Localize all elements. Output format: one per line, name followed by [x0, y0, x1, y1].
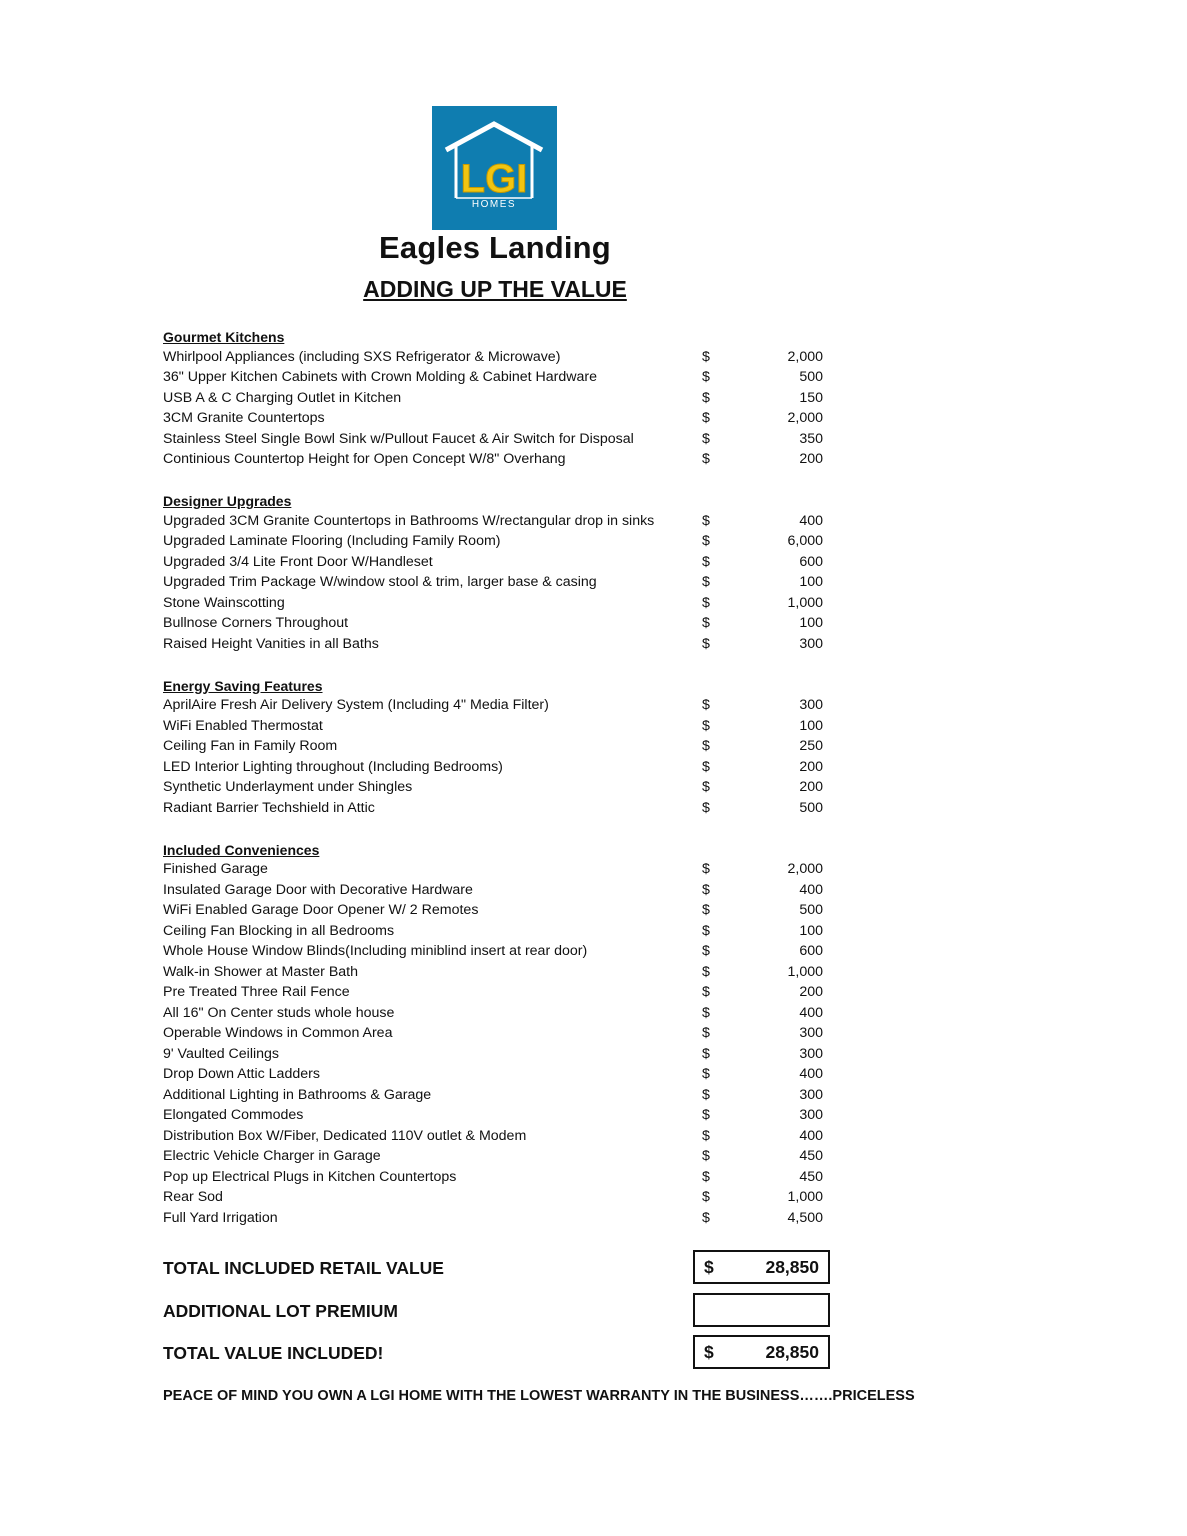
section — [163, 490, 863, 654]
currency-symbol: $ — [702, 697, 710, 713]
line-item — [163, 1105, 863, 1126]
currency-symbol: $ — [702, 1189, 710, 1205]
item-description: Elongated Commodes — [163, 1107, 304, 1123]
total-retail-label: TOTAL INCLUDED RETAIL VALUE — [163, 1258, 444, 1278]
line-item — [163, 408, 863, 429]
line-item — [163, 347, 863, 368]
currency-symbol: $ — [702, 512, 710, 529]
section-heading: Included Conveniences — [163, 841, 320, 858]
line-item — [163, 613, 863, 634]
currency-symbol: $ — [702, 574, 710, 590]
line-item — [163, 429, 863, 450]
currency-symbol: $ — [702, 881, 710, 898]
line-item — [163, 941, 863, 962]
line-item — [163, 859, 863, 880]
item-description: Distribution Box W/Fiber, Dedicated 110V outlet & Modem — [163, 1127, 527, 1144]
item-description: 9' Vaulted Ceilings — [163, 1045, 280, 1062]
currency-symbol: $ — [704, 1257, 714, 1277]
item-amount: 350 — [799, 430, 823, 447]
section-heading: Gourmet Kitchens — [163, 329, 285, 345]
lot-premium-label: ADDITIONAL LOT PREMIUM — [163, 1300, 398, 1321]
item-description: USB A & C Charging Outlet in Kitchen — [163, 389, 402, 406]
currency-symbol: $ — [702, 1066, 710, 1082]
currency-symbol: $ — [702, 348, 710, 365]
item-description: Additional Lighting in Bathrooms & Garage — [163, 1086, 432, 1103]
line-item — [163, 1064, 863, 1085]
line-item — [163, 757, 863, 778]
item-description: Whole House Window Blinds(Including miniblind insert at rear door) — [163, 943, 588, 959]
item-amount: 500 — [799, 369, 823, 385]
line-item — [163, 921, 863, 942]
total-retail-amount: 28,850 — [765, 1257, 819, 1277]
line-item — [163, 716, 863, 737]
item-description: Drop Down Attic Ladders — [163, 1066, 320, 1082]
currency-symbol: $ — [702, 410, 710, 426]
line-item — [163, 695, 863, 716]
currency-symbol: $ — [702, 922, 710, 939]
line-item — [163, 962, 863, 983]
totals-block — [163, 1250, 883, 1378]
total-retail-row — [163, 1250, 883, 1293]
line-item — [163, 1208, 863, 1229]
lot-premium-box — [693, 1293, 830, 1327]
currency-symbol: $ — [702, 943, 710, 959]
item-amount: 250 — [799, 738, 823, 754]
item-description: Upgraded Laminate Flooring (Including Family Room) — [163, 533, 501, 549]
line-item — [163, 388, 863, 409]
currency-symbol: $ — [702, 1168, 710, 1185]
item-amount: 200 — [799, 779, 823, 795]
item-description: Radiant Barrier Techshield in Attic — [163, 799, 375, 816]
currency-symbol: $ — [702, 984, 710, 1000]
currency-symbol: $ — [702, 1209, 710, 1226]
item-description: Raised Height Vanities in all Baths — [163, 635, 379, 652]
item-amount: 100 — [799, 717, 823, 734]
item-amount: 300 — [799, 1107, 823, 1123]
currency-symbol: $ — [702, 594, 710, 611]
item-amount: 100 — [799, 615, 823, 631]
line-item — [163, 777, 863, 798]
line-item — [163, 593, 863, 614]
line-item — [163, 880, 863, 901]
item-description: Stone Wainscotting — [163, 594, 285, 611]
item-amount: 600 — [799, 943, 823, 959]
item-amount: 2,000 — [787, 861, 823, 877]
item-description: 3CM Granite Countertops — [163, 410, 325, 426]
line-item — [163, 449, 863, 470]
item-description: Operable Windows in Common Area — [163, 1025, 393, 1041]
item-description: Whirlpool Appliances (including SXS Refrigerator & Microwave) — [163, 348, 561, 365]
line-item — [163, 1023, 863, 1044]
line-item — [163, 1126, 863, 1147]
line-item — [163, 367, 863, 388]
item-amount: 2,000 — [787, 410, 823, 426]
item-amount: 400 — [799, 1127, 823, 1144]
line-item — [163, 982, 863, 1003]
section — [163, 326, 863, 470]
currency-symbol: $ — [702, 451, 710, 467]
lot-premium-row — [163, 1293, 883, 1336]
line-item — [163, 634, 863, 655]
item-amount: 150 — [799, 389, 823, 406]
section — [163, 839, 863, 1229]
item-description: Stainless Steel Single Bowl Sink w/Pullout Faucet & Air Switch for Disposal — [163, 430, 634, 447]
item-description: WiFi Enabled Thermostat — [163, 717, 323, 734]
line-item — [163, 1167, 863, 1188]
item-amount: 200 — [799, 984, 823, 1000]
currency-symbol: $ — [702, 902, 710, 918]
item-amount: 300 — [799, 1086, 823, 1103]
item-description: Upgraded Trim Package W/window stool & trim, larger base & casing — [163, 574, 597, 590]
currency-symbol: $ — [702, 758, 710, 775]
item-description: Upgraded 3/4 Lite Front Door W/Handleset — [163, 553, 433, 570]
line-item — [163, 900, 863, 921]
item-amount: 450 — [799, 1168, 823, 1185]
item-amount: 2,000 — [787, 348, 823, 365]
currency-symbol: $ — [702, 369, 710, 385]
section — [163, 675, 863, 819]
item-amount: 4,500 — [787, 1209, 823, 1226]
item-description: Upgraded 3CM Granite Countertops in Bathrooms W/rectangular drop in sinks — [163, 512, 655, 529]
total-value-row — [163, 1335, 883, 1378]
total-value-amount: 28,850 — [765, 1342, 819, 1362]
currency-symbol: $ — [702, 1107, 710, 1123]
item-amount: 100 — [799, 574, 823, 590]
currency-symbol: $ — [702, 1025, 710, 1041]
currency-symbol: $ — [702, 963, 710, 980]
item-description: Pre Treated Three Rail Fence — [163, 984, 350, 1000]
logo-subtext: HOMES — [471, 199, 517, 210]
item-description: Ceiling Fan in Family Room — [163, 738, 338, 754]
section-heading: Energy Saving Features — [163, 677, 323, 694]
line-item — [163, 1187, 863, 1208]
currency-symbol: $ — [702, 861, 710, 877]
item-amount: 500 — [799, 799, 823, 816]
currency-symbol: $ — [702, 1148, 710, 1164]
item-description: Pop up Electrical Plugs in Kitchen Countertops — [163, 1168, 457, 1185]
currency-symbol: $ — [702, 430, 710, 447]
house-logo-icon — [432, 106, 557, 230]
currency-symbol: $ — [702, 799, 710, 816]
item-description: Rear Sod — [163, 1189, 223, 1205]
item-description: WiFi Enabled Garage Door Opener W/ 2 Remotes — [163, 902, 479, 918]
currency-symbol: $ — [704, 1342, 714, 1362]
total-value-box — [693, 1335, 830, 1369]
total-value-label: TOTAL VALUE INCLUDED! — [163, 1343, 384, 1363]
item-amount: 1,000 — [787, 594, 823, 611]
page-title: Eagles Landing — [379, 230, 611, 265]
item-amount: 400 — [799, 512, 823, 529]
currency-symbol: $ — [702, 553, 710, 570]
item-amount: 6,000 — [787, 533, 823, 549]
item-amount: 300 — [799, 697, 823, 713]
item-amount: 600 — [799, 553, 823, 570]
section-heading: Designer Upgrades — [163, 493, 292, 509]
item-amount: 300 — [799, 635, 823, 652]
item-description: LED Interior Lighting throughout (Including Bedrooms) — [163, 758, 503, 775]
item-amount: 400 — [799, 1004, 823, 1021]
item-amount: 200 — [799, 451, 823, 467]
item-amount: 300 — [799, 1025, 823, 1041]
item-amount: 400 — [799, 1066, 823, 1082]
currency-symbol: $ — [702, 1004, 710, 1021]
item-amount: 400 — [799, 881, 823, 898]
item-description: All 16" On Center studs whole house — [163, 1004, 395, 1021]
item-amount: 100 — [799, 922, 823, 939]
item-description: Ceiling Fan Blocking in all Bedrooms — [163, 922, 395, 939]
lgi-homes-logo — [432, 106, 557, 230]
item-amount: 450 — [799, 1148, 823, 1164]
currency-symbol: $ — [702, 1045, 710, 1062]
item-amount: 1,000 — [787, 1189, 823, 1205]
item-description: Synthetic Underlayment under Shingles — [163, 779, 413, 795]
total-retail-box — [693, 1250, 830, 1284]
logo-letters: LGI — [460, 157, 528, 201]
page-subtitle: ADDING UP THE VALUE — [363, 276, 627, 302]
line-item — [163, 1085, 863, 1106]
item-description: 36" Upper Kitchen Cabinets with Crown Molding & Cabinet Hardware — [163, 369, 598, 385]
value-sheet — [163, 326, 863, 1249]
item-description: Continious Countertop Height for Open Concept W/8" Overhang — [163, 451, 566, 467]
footer-note: PEACE OF MIND YOU OWN A LGI HOME WITH THE LOWEST WARRANTY IN THE BUSINESS…….PRICELESS — [163, 1388, 915, 1404]
line-item — [163, 572, 863, 593]
item-description: AprilAire Fresh Air Delivery System (Including 4" Media Filter) — [163, 697, 549, 713]
item-amount: 500 — [799, 902, 823, 918]
item-description: Walk-in Shower at Master Bath — [163, 963, 359, 980]
line-item — [163, 531, 863, 552]
line-item — [163, 1146, 863, 1167]
currency-symbol: $ — [702, 779, 710, 795]
item-description: Full Yard Irrigation — [163, 1209, 278, 1226]
line-item — [163, 1003, 863, 1024]
item-description: Insulated Garage Door with Decorative Hardware — [163, 881, 473, 898]
item-amount: 200 — [799, 758, 823, 775]
currency-symbol: $ — [702, 635, 710, 652]
line-item — [163, 798, 863, 819]
line-item — [163, 511, 863, 532]
item-amount: 300 — [799, 1045, 823, 1062]
item-description: Finished Garage — [163, 861, 268, 877]
currency-symbol: $ — [702, 717, 710, 734]
currency-symbol: $ — [702, 1127, 710, 1144]
line-item — [163, 552, 863, 573]
item-description: Electric Vehicle Charger in Garage — [163, 1148, 381, 1164]
item-amount: 1,000 — [787, 963, 823, 980]
currency-symbol: $ — [702, 738, 710, 754]
currency-symbol: $ — [702, 615, 710, 631]
currency-symbol: $ — [702, 389, 710, 406]
line-item — [163, 1044, 863, 1065]
line-item — [163, 736, 863, 757]
currency-symbol: $ — [702, 533, 710, 549]
item-description: Bullnose Corners Throughout — [163, 615, 349, 631]
currency-symbol: $ — [702, 1086, 710, 1103]
